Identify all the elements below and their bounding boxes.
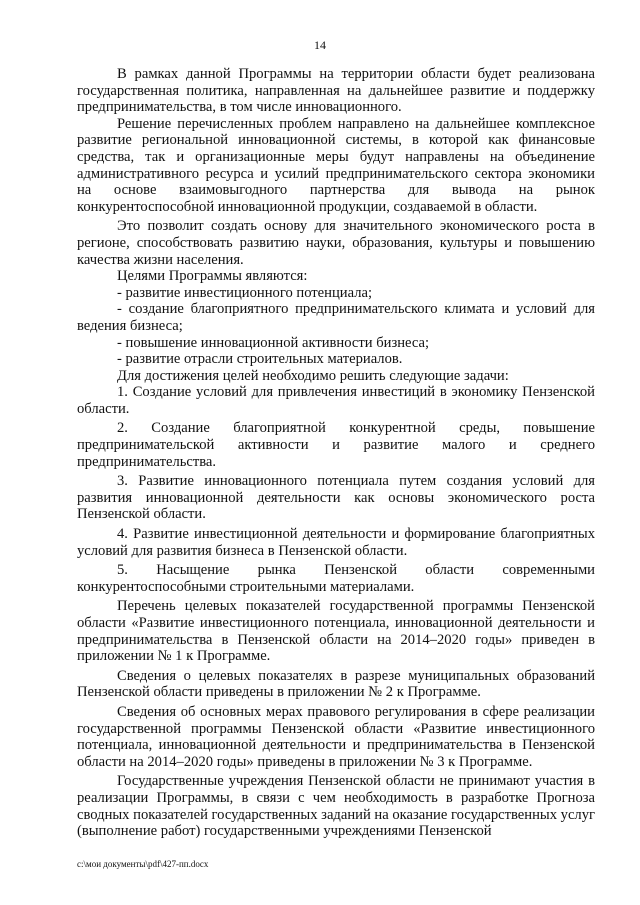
- task-item: 3. Развитие инновационного потенциала путем создания условий для развития инновационной деятельности как основы экономического роста Пензенской области.: [77, 473, 595, 523]
- paragraph: Для достижения целей необходимо решить следующие задачи:: [117, 367, 509, 384]
- paragraph: Решение перечисленных проблем направлено на дальнейшее комплексное развитие региональной инновационной системы, в которой как финансовые средства, так и организационные меры будут направлены на объединение административного ресурса и усилий предпринимательского сектора экономики на основе взаимовыгодного партнерства для вывода на рынок конкурентоспособной инновационной продукции, создаваемой в области.: [77, 115, 595, 215]
- task-item: 2. Создание благоприятной конкурентной среды, повышение предпринимательской активности и развитие малого и среднего предпринимательства.: [77, 420, 595, 470]
- footer-file-path: c:\мои документы\pdf\427-пп.docx: [77, 859, 209, 869]
- paragraph: Сведения об основных мерах правового регулирования в сфере реализации государственной программы Пензенской области «Развитие инвестиционного потенциала, инновационной деятельности и предпринимательства в Пензенской области на 2014–2020 годы» приведены в приложении № 3 к Программе.: [77, 703, 595, 770]
- task-item: 1. Создание условий для привлечения инвестиций в экономику Пензенской области.: [77, 384, 595, 417]
- page-number: 14: [314, 38, 326, 52]
- paragraph: Государственные учреждения Пензенской области не принимают участия в реализации Программы, в связи с чем необходимость в разработке Прогноза сводных показателей государственных заданий на оказание государственных услуг (выполнение работ) государственными учреждениями Пензенской: [77, 773, 595, 840]
- paragraph: Это позволит создать основу для значительного экономического роста в регионе, способствовать развитию науки, образования, культуры и повышению качества жизни населения.: [77, 218, 595, 268]
- paragraph: Сведения о целевых показателях в разрезе муниципальных образований Пензенской области приведены в приложении № 2 к Программе.: [77, 667, 595, 701]
- list-item: - повышение инновационной активности бизнеса;: [117, 334, 430, 351]
- task-item: 5. Насыщение рынка Пензенской области современными конкурентоспособными строительными материалами.: [77, 562, 595, 595]
- task-item: 4. Развитие инвестиционной деятельности и формирование благоприятных условий для развития бизнеса в Пензенской области.: [77, 526, 595, 559]
- paragraph: В рамках данной Программы на территории области будет реализована государственная политика, направленная на дальнейшее развитие и поддержку предпринимательства, в том числе инновационного.: [77, 66, 595, 116]
- list-item: - создание благоприятного предпринимательского климата и условий для ведения бизнеса;: [77, 301, 595, 334]
- document-body: [77, 66, 595, 840]
- list-item: - развитие отрасли строительных материалов.: [117, 351, 403, 368]
- paragraph: Перечень целевых показателей государственной программы Пензенской области «Развитие инвестиционного потенциала, инновационной деятельности и предпринимательства в Пензенской области на 2014–2020 годы» приведен в приложении № 1 к Программе.: [77, 598, 595, 665]
- paragraph: Целями Программы являются:: [117, 268, 308, 285]
- list-item: - развитие инвестиционного потенциала;: [117, 284, 373, 301]
